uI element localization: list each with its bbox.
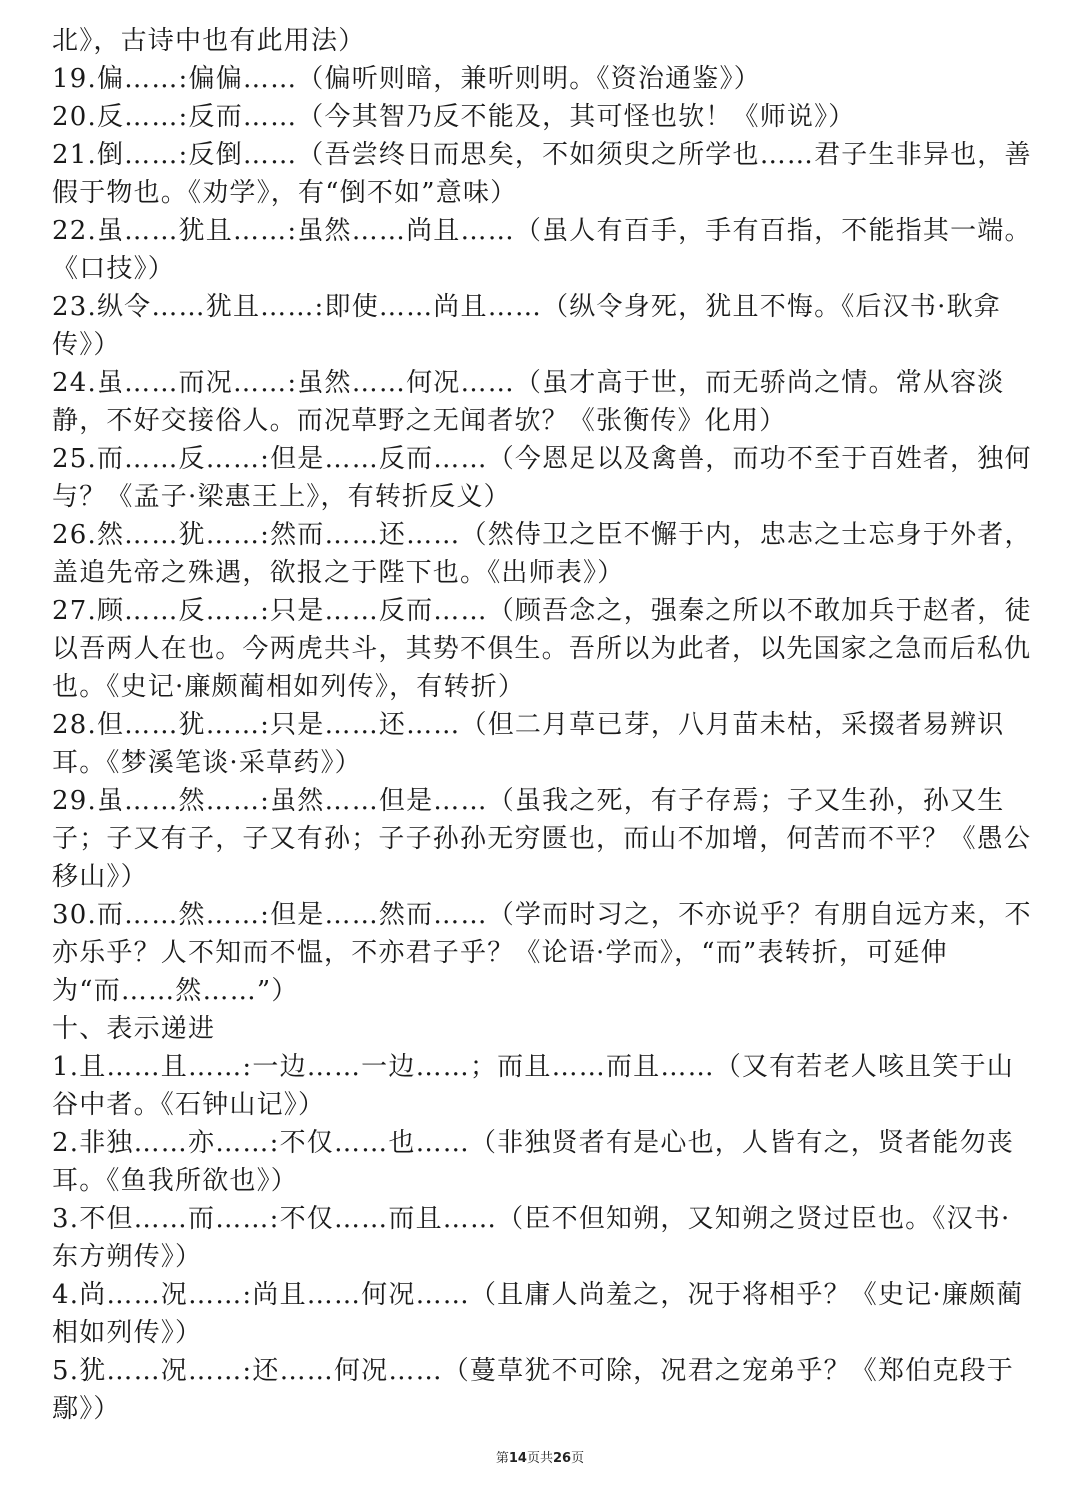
list-item-19: 19.偏……:偏偏……（偏听则暗，兼听则明。《资治通鉴》） (52, 64, 761, 94)
list-item-24: 24.虽……而况……:虽然……何况……（虽才高于世，而无骄尚之情。常从容淡静，不好交接俗人。而况草野之无闻者欤？《张衡传》化用） (52, 368, 1005, 436)
footer-suffix: 页 (571, 1451, 585, 1466)
list-item-21: 21.倒……:反倒……（吾尝终日而思矣，不如须臾之所学也……君子生非异也，善假于物也。《劝学》，有“倒不如”意味） (52, 140, 1032, 208)
list-item-5: 5.犹……况……:还……何况……（蔓草犹不可除，况君之宠弟乎？《郑伯克段于鄢》） (52, 1356, 1014, 1424)
section-heading: 十、表示递进 (52, 1014, 216, 1044)
list-item-20: 20.反……:反而……（今其智乃反不能及，其可怪也欤！《师说》） (52, 102, 856, 132)
page-footer (0, 1447, 1080, 1466)
list-item-1: 1.且……且……:一边……一边……；而且……而且……（又有若老人咳且笑于山谷中者。《石钟山记》） (52, 1052, 1014, 1120)
document-body (52, 22, 1032, 1428)
list-item-27: 27.顾……反……:只是……反而……（顾吾念之，强秦之所以不敢加兵于赵者，徒以吾两人在也。今两虎共斗，其势不俱生。吾所以为此者，以先国家之急而后私仇也。《史记·廉颇蔺相如列传》，有转折） (52, 596, 1032, 702)
total-pages-number: 26 (553, 1451, 572, 1466)
list-item-26: 26.然……犹……:然而……还……（然侍卫之臣不懈于内，忠志之士忘身于外者，盖追先帝之殊遇，欲报之于陛下也。《出师表》） (52, 520, 1032, 588)
current-page-number: 14 (508, 1451, 527, 1466)
footer-middle: 页共 (526, 1451, 553, 1466)
list-item-30: 30.而……然……:但是……然而……（学而时习之，不亦说乎？有朋自远方来，不亦乐乎？人不知而不愠，不亦君子乎？《论语·学而》，“而”表转折，可延伸为“而……然……”） (52, 900, 1032, 1006)
list-item-23: 23.纵令……犹且……:即使……尚且……（纵令身死，犹且不悔。《后汉书·耿弇传》） (52, 292, 1001, 360)
list-item-25: 25.而……反……:但是……反而……（今恩足以及禽兽，而功不至于百姓者，独何与？《孟子·梁惠王上》，有转折反义） (52, 444, 1032, 512)
list-item-2: 2.非独……亦……:不仅……也……（非独贤者有是心也，人皆有之，贤者能勿丧耳。《鱼我所欲也》） (52, 1128, 1014, 1196)
list-item-22: 22.虽……犹且……:虽然……尚且……（虽人有百手，手有百指，不能指其一端。《口技》） (52, 216, 1032, 284)
list-item-3: 3.不但……而……:不仅……而且……（臣不但知朔，又知朔之贤过臣也。《汉书·东方朔传》） (52, 1204, 1011, 1272)
footer-prefix: 第 (495, 1451, 509, 1466)
list-item-4: 4.尚……况……:尚且……何况……（且庸人尚羞之，况于将相乎？《史记·廉颇蔺相如列传》） (52, 1280, 1024, 1348)
text-paragraph: 北》，古诗中也有此用法） (52, 26, 366, 56)
list-item-28: 28.但……犹……:只是……还……（但二月草已芽，八月苗未枯，采掇者易辨识耳。《梦溪笔谈·采草药》） (52, 710, 1005, 778)
list-item-29: 29.虽……然……:虽然……但是……（虽我之死，有子存焉；子又生孙，孙又生子；子又有子，子又有孙；子子孙孙无穷匮也，而山不加增，何苦而不平？《愚公移山》） (52, 786, 1032, 892)
